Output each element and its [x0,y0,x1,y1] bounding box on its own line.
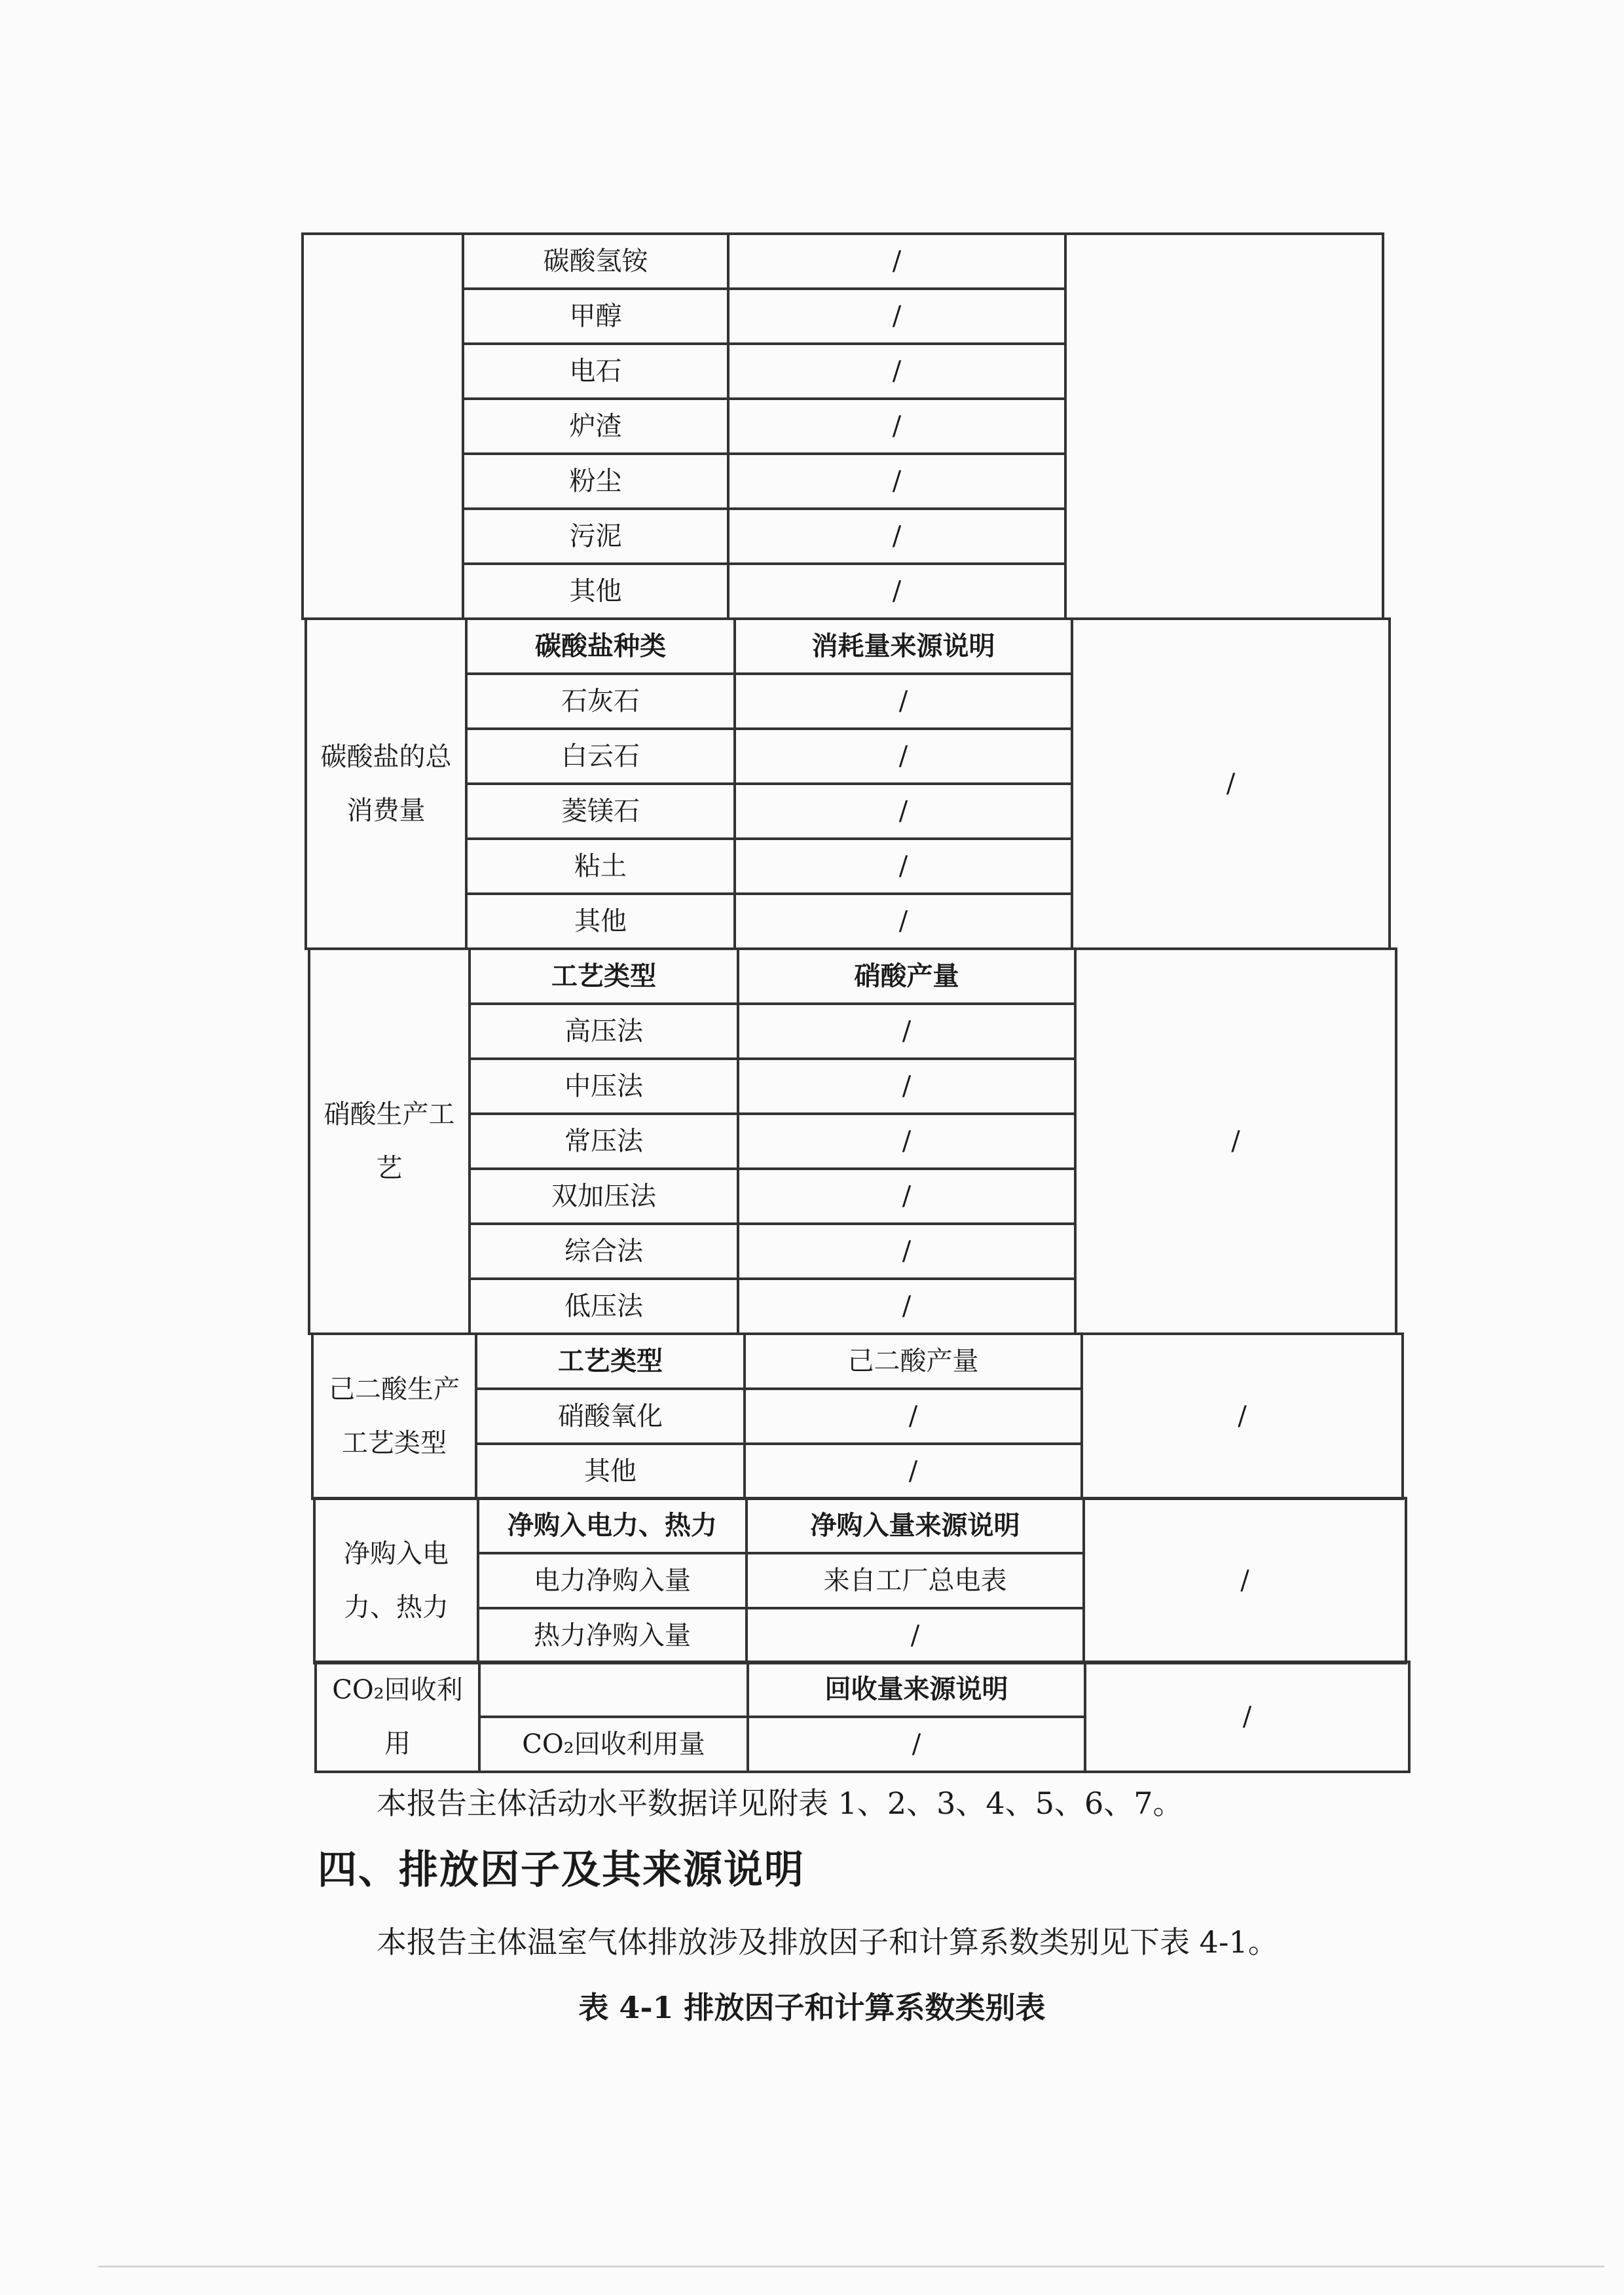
item-name: 热力净购入量 [478,1608,747,1663]
remark-cell: / [1085,1662,1409,1772]
item-value: / [735,894,1072,949]
item-value: / [728,234,1065,289]
materials-table [301,232,1384,620]
table-caption: 表 4-1 排放因子和计算系数类别表 [578,1990,1046,2025]
item-name: 常压法 [470,1114,738,1169]
item-name: 石灰石 [466,674,735,729]
item-value: / [745,1389,1082,1444]
item-value: / [728,289,1065,344]
item-value: / [748,1717,1085,1772]
item-name: 污泥 [463,509,728,564]
item-name: 菱镁石 [466,784,735,839]
header-cell: 消耗量来源说明 [735,619,1072,674]
item-name: 电力净购入量 [478,1553,747,1608]
item-value: / [728,399,1065,454]
item-value: / [738,1224,1075,1279]
item-value: / [738,1004,1075,1059]
item-value: / [728,564,1065,619]
category-cell: 己二酸生产工艺类型 [312,1334,476,1499]
item-name: 粉尘 [463,454,728,509]
item-name: 粘土 [466,839,735,894]
item-value: / [738,1279,1075,1334]
item-value: / [747,1608,1084,1663]
remark-cell: / [1075,949,1396,1334]
item-value: / [738,1169,1075,1224]
header-cell: 碳酸盐种类 [466,619,735,674]
item-name: 双加压法 [470,1169,738,1224]
header-cell: 工艺类型 [470,949,738,1004]
item-value: / [728,344,1065,399]
item-name: 其他 [466,894,735,949]
header-cell: 硝酸产量 [738,949,1075,1004]
item-name: 综合法 [470,1224,738,1279]
item-value: / [738,1059,1075,1114]
category-cell [303,234,463,619]
category-cell: 净购入电力、热力 [314,1498,478,1663]
item-value: / [745,1444,1082,1499]
adipic-acid-table [311,1332,1404,1500]
scan-edge-line [98,2266,1604,2267]
nitric-acid-table [308,947,1397,1335]
co2-recovery-table [314,1661,1411,1773]
item-name: 甲醇 [463,289,728,344]
item-name: 白云石 [466,729,735,784]
item-value: / [735,784,1072,839]
item-value: / [735,674,1072,729]
header-cell: 回收量来源说明 [748,1662,1085,1717]
item-name: 其他 [476,1444,745,1499]
remark-cell: / [1072,619,1390,949]
body-paragraph: 本报告主体温室气体排放涉及排放因子和计算系数类别见下表 4-1。 [377,1924,1278,1960]
section-heading: 四、排放因子及其来源说明 [318,1847,805,1893]
carbonate-table [304,617,1391,950]
item-value: / [738,1114,1075,1169]
item-name: 中压法 [470,1059,738,1114]
item-name: CO₂回收利用量 [479,1717,748,1772]
remark-cell [1065,234,1383,619]
remark-cell: / [1084,1498,1406,1663]
item-name: 高压法 [470,1004,738,1059]
item-name: 硝酸氧化 [476,1389,745,1444]
header-cell: 工艺类型 [476,1334,745,1389]
item-value: / [735,729,1072,784]
item-name: 电石 [463,344,728,399]
category-cell: 碳酸盐的总消费量 [306,619,466,949]
header-cell: 己二酸产量 [745,1334,1082,1389]
item-name: 其他 [463,564,728,619]
item-value: / [728,509,1065,564]
header-cell: 净购入量来源说明 [747,1498,1084,1553]
item-value: / [735,839,1072,894]
header-cell: 净购入电力、热力 [478,1498,747,1553]
activity-data-note: 本报告主体活动水平数据详见附表 1、2、3、4、5、6、7。 [377,1786,1183,1821]
purchased-energy-table [313,1497,1407,1664]
item-value: 来自工厂总电表 [747,1553,1084,1608]
remark-cell: / [1082,1334,1403,1499]
category-cell: 硝酸生产工艺 [309,949,470,1334]
category-cell: CO₂回收利用 [316,1662,479,1772]
header-cell [479,1662,748,1717]
item-name: 低压法 [470,1279,738,1334]
item-name: 炉渣 [463,399,728,454]
item-value: / [728,454,1065,509]
item-name: 碳酸氢铵 [463,234,728,289]
